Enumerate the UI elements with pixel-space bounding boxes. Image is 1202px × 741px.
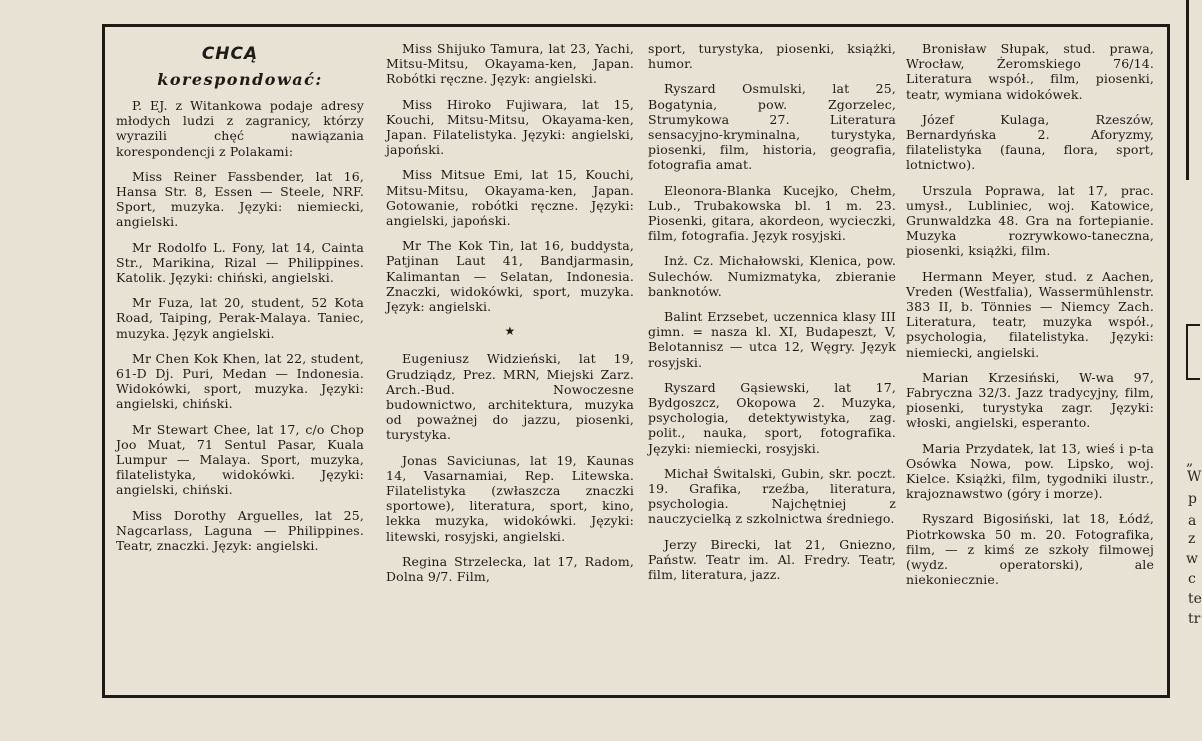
article-heading — [116, 44, 364, 89]
neighbor-box-edge — [1186, 324, 1200, 380]
list-item: Eugeniusz Widzieński, lat 19, Grudziądz, Prez. MRN, Miejski Zarz. Arch.-Bud. Nowoczesne budownictwo, architektura, muzyka od poważnej do jazzu, piosenki, turystyka. — [386, 351, 634, 443]
list-item: Miss Hiroko Fujiwara, lat 15, Kouchi, Mitsu-Mitsu, Okayama-ken, Japan. Filatelistyka. Języki: angielski, japoński. — [386, 96, 634, 158]
list-item: Jerzy Birecki, lat 21, Gniezno, Państw. Teatr im. Al. Fredry. Teatr, film, literatura, jazz. — [648, 536, 896, 583]
list-item: sport, turystyka, piosenki, książki, humor. — [648, 41, 896, 72]
list-item: Mr Rodolfo L. Fony, lat 14, Cainta Str., Marikina, Rizal — Philippines. Katolik. Języki: chiński, angielski. — [116, 239, 364, 286]
intro-paragraph: P. EJ. z Witankowa podaje adresy młodych ludzi z zagranicy, którzy wyrazili chęć nawiązania korespondencji z Polakami: — [116, 98, 364, 159]
article-title: CHCĄ — [201, 44, 259, 64]
list-item: Eleonora-Blanka Kucejko, Chełm, Lub., Trubakowska bl. 1 m. 23. Piosenki, gitara, akordeon, wycieczki, film, fotografia. Język rosyjski. — [648, 182, 896, 244]
list-item: Bronisław Słupak, stud. prawa, Wrocław, Żeromskiego 76/14. Literatura współ., film, piosenki, teatr, wymiana widokówek. — [906, 41, 1154, 102]
star-separator: ★ — [504, 324, 516, 339]
neighbor-text-fragment: p — [1188, 491, 1197, 507]
neighbor-text-fragment: w — [1186, 551, 1198, 567]
list-item: Jonas Saviciunas, lat 19, Kaunas 14, Vasarnamiai, Rep. Litewska. Filatelistyka (zwłaszcza znaczki sportowe), literatura, sport, kino, lekka muzyka, widokówki. Języki: litewski, rosyjski, angielski. — [386, 452, 634, 544]
neighbor-text-fragment: z — [1188, 531, 1196, 547]
list-item: Ryszard Bigosiński, lat 18, Łódź, Piotrkowska 50 m. 20. Fotografika, film, — z kimś ze szkoły filmowej (wydz. operatorski), ale niekoniecznie. — [906, 511, 1154, 588]
list-item: Ryszard Gąsiewski, lat 17, Bydgoszcz, Okopowa 2. Muzyka, psychologia, detektywistyka, zag. polit., nauka, sport, fotografika. Języki: niemiecki, rosyjski. — [648, 379, 896, 456]
column-4 — [906, 41, 1154, 598]
list-item: Marian Krzesiński, W-wa 97, Fabryczna 32/3. Jazz tradycyjny, film, piosenki, turystyka zagr. Języki: włoski, angielski, esperanto. — [906, 369, 1154, 431]
column-2 — [386, 41, 634, 594]
list-item: Ryszard Osmulski, lat 25, Bogatynia, pow. Zgorzelec, Strumykowa 27. Literatura sensacyjno-kryminalna, turystyka, piosenki, film, historia, geografia, fotografia amat. — [648, 81, 896, 173]
neighbor-text-fragment: tr — [1188, 611, 1201, 627]
list-item: Józef Kulaga, Rzeszów, Bernardyńska 2. Aforyzmy, filatelistyka (fauna, flora, sport, lotnictwo). — [906, 111, 1154, 173]
list-item: Miss Mitsue Emi, lat 15, Kouchi, Mitsu-Mitsu, Okayama-ken, Japan. Gotowanie, robótki ręczne. Języki: angielski, japoński. — [386, 167, 634, 229]
list-item: Miss Reiner Fassbender, lat 16, Hansa Str. 8, Essen — Steele, NRF. Sport, muzyka. Języki: niemiecki, angielski. — [116, 168, 364, 230]
list-item: Mr Fuza, lat 20, student, 52 Kota Road, Taiping, Perak-Malaya. Taniec, muzyka. Język angielski. — [116, 295, 364, 341]
list-item: Michał Świtalski, Gubin, skr. poczt. 19. Grafika, rzeźba, literatura, psychologia. Najchętniej z nauczycielką z szkolnictwa średniego. — [648, 465, 896, 527]
list-item: Regina Strzelecka, lat 17, Radom, Dolna 9/7. Film, — [386, 553, 634, 585]
list-item: Miss Dorothy Arguelles, lat 25, Nagcarlass, Laguna — Philippines. Teatr, znaczki. Język: angielski. — [116, 507, 364, 554]
column-1 — [116, 98, 364, 563]
list-item: Hermann Meyer, stud. z Aachen, Vreden (Westfalia), Wassermühlenstr. 383 II, b. Tönnies — Niemcy Zach. Literatura, teatr, muzyka współ., psychologia, filatelistyka. Języki: niemiecki, angielski. — [906, 268, 1154, 360]
list-item: Balint Erzsebet, uczennica klasy III gimn. = nasza kl. XI, Budapeszt, V, Belotannisz — utca 12, Węgry. Język rosyjski. — [648, 309, 896, 370]
list-item: Mr Chen Kok Khen, lat 22, student, 61-D Dj. Puri, Medan — Indonesia. Widokówki, sport, muzyka. Języki: angielski, chiński. — [116, 350, 364, 412]
list-item: Maria Przydatek, lat 13, wieś i p-ta Osówka Nowa, pow. Lipsko, woj. Kielce. Książki, film, tygodniki ilustr., krajoznawstwo (góry i morze). — [906, 440, 1154, 502]
neighbor-frame-edge — [1186, 0, 1189, 180]
neighbor-text-fragment: „ — [1186, 453, 1194, 469]
neighbor-text-fragment: W — [1187, 469, 1202, 485]
list-item: Mr Stewart Chee, lat 17, c/o Chop Joo Muat, 71 Sentul Pasar, Kuala Lumpur — Malaya. Sport, muzyka, filatelistyka, widokówki. Języki: angielski, chiński. — [116, 421, 364, 498]
list-item: Miss Shijuko Tamura, lat 23, Yachi, Mitsu-Mitsu, Okayama-ken, Japan. Robótki ręczne. Język: angielski. — [386, 41, 634, 87]
article-subtitle: korespondować: — [157, 70, 323, 89]
list-item: Urszula Poprawa, lat 17, prac. umysł., Lubliniec, woj. Katowice, Grunwaldzka 48. Gra na fortepianie. Muzyka rozrywkowo-taneczna, piosenki, książki, film. — [906, 182, 1154, 259]
list-item: Mr The Kok Tin, lat 16, buddysta, Patjinan Laut 41, Bandjarmasin, Kalimantan — Selatan, Indonesia. Znaczki, widokówki, sport, muzyka. Język: angielski. — [386, 238, 634, 315]
neighbor-text-fragment: c — [1188, 571, 1196, 587]
neighbor-text-fragment: te — [1188, 591, 1202, 607]
column-3 — [648, 41, 896, 592]
list-item: Inż. Cz. Michałowski, Klenica, pow. Sulechów. Numizmatyka, zbieranie banknotów. — [648, 253, 896, 299]
neighbor-text-fragment: a — [1188, 513, 1197, 529]
